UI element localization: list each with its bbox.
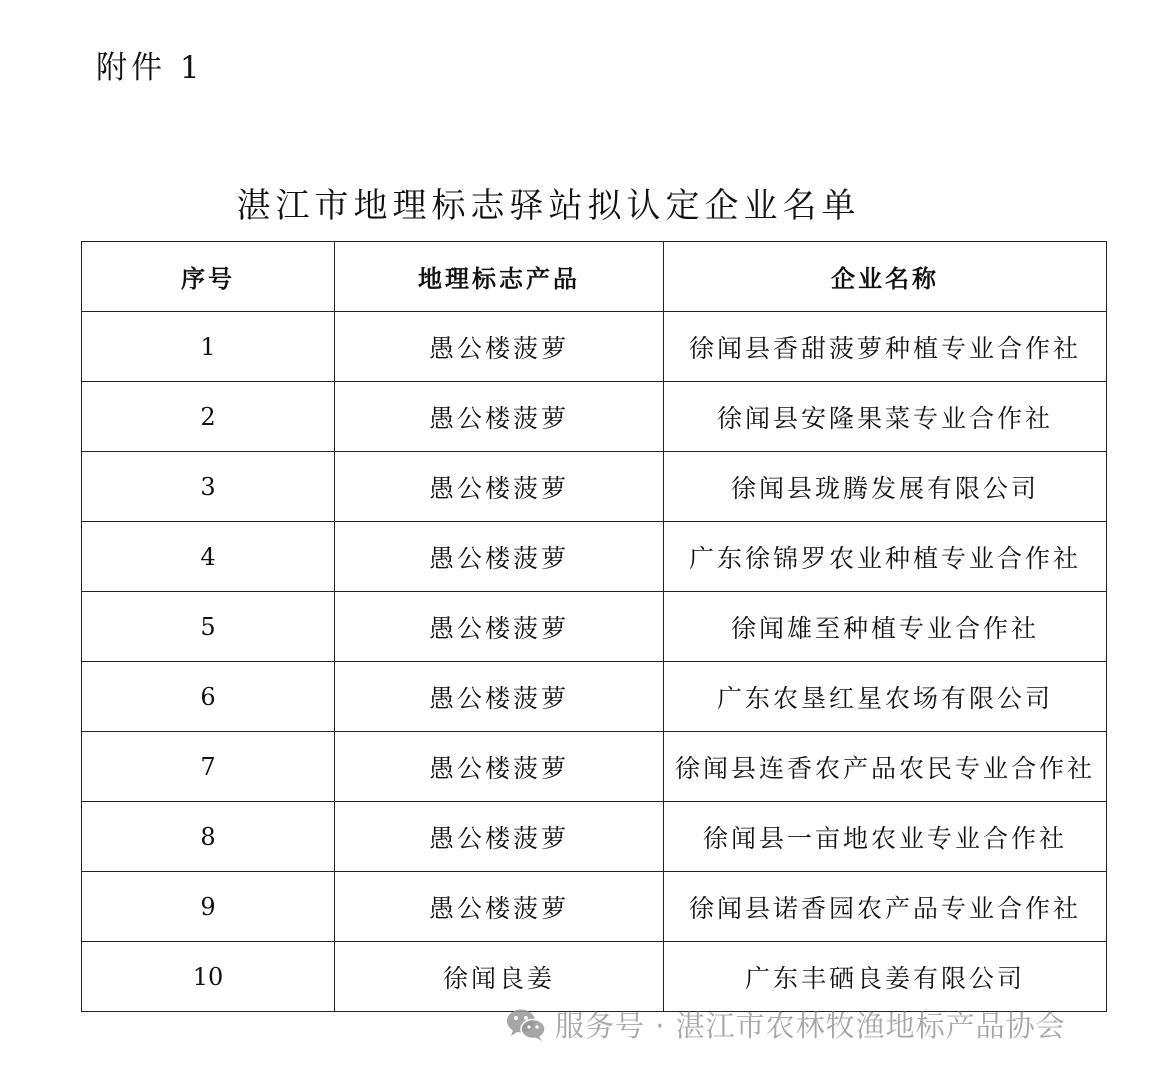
cell-company-name: 广东农垦红星农场有限公司 (664, 662, 1107, 732)
wechat-icon (505, 1006, 547, 1042)
cell-company-name: 广东丰硒良姜有限公司 (664, 942, 1107, 1012)
cell-serial-number: 2 (82, 382, 335, 452)
cell-gi-product: 愚公楼菠萝 (335, 802, 664, 872)
table-row (82, 452, 1107, 522)
table-row (82, 872, 1107, 942)
cell-serial-number: 4 (82, 522, 335, 592)
cell-serial-number: 8 (82, 802, 335, 872)
cell-serial-number: 10 (82, 942, 335, 1012)
cell-company-name: 徐闻县珑腾发展有限公司 (664, 452, 1107, 522)
table-row (82, 522, 1107, 592)
table-header-row (82, 242, 1107, 312)
cell-serial-number: 5 (82, 592, 335, 662)
table-row (82, 662, 1107, 732)
cell-serial-number: 1 (82, 312, 335, 382)
cell-serial-number: 9 (82, 872, 335, 942)
cell-serial-number: 6 (82, 662, 335, 732)
table-row (82, 382, 1107, 452)
table-row (82, 592, 1107, 662)
table-row (82, 732, 1107, 802)
cell-gi-product: 愚公楼菠萝 (335, 522, 664, 592)
cell-serial-number: 7 (82, 732, 335, 802)
header-serial-number: 序号 (82, 242, 335, 312)
header-gi-product: 地理标志产品 (335, 242, 664, 312)
cell-gi-product: 愚公楼菠萝 (335, 452, 664, 522)
cell-company-name: 徐闻县安隆果菜专业合作社 (664, 382, 1107, 452)
cell-company-name: 徐闻县香甜菠萝种植专业合作社 (664, 312, 1107, 382)
enterprise-table (81, 241, 1107, 1012)
table-row (82, 802, 1107, 872)
cell-gi-product: 徐闻良姜 (335, 942, 664, 1012)
cell-gi-product: 愚公楼菠萝 (335, 662, 664, 732)
cell-gi-product: 愚公楼菠萝 (335, 312, 664, 382)
cell-company-name: 徐闻雄至种植专业合作社 (664, 592, 1107, 662)
document-title: 湛江市地理标志驿站拟认定企业名单 (236, 186, 861, 226)
header-company-name: 企业名称 (664, 242, 1107, 312)
attachment-label: 附件 1 (96, 50, 204, 86)
cell-company-name: 徐闻县诺香园农产品专业合作社 (664, 872, 1107, 942)
cell-gi-product: 愚公楼菠萝 (335, 732, 664, 802)
cell-gi-product: 愚公楼菠萝 (335, 872, 664, 942)
account-watermark (505, 1002, 1066, 1046)
cell-company-name: 广东徐锦罗农业种植专业合作社 (664, 522, 1107, 592)
cell-gi-product: 愚公楼菠萝 (335, 382, 664, 452)
table-row (82, 312, 1107, 382)
table-row (82, 942, 1107, 1012)
cell-company-name: 徐闻县连香农产品农民专业合作社 (664, 732, 1107, 802)
cell-gi-product: 愚公楼菠萝 (335, 592, 664, 662)
watermark-text: 服务号 · 湛江市农林牧渔地标产品协会 (555, 1008, 1066, 1043)
cell-serial-number: 3 (82, 452, 335, 522)
cell-company-name: 徐闻县一亩地农业专业合作社 (664, 802, 1107, 872)
